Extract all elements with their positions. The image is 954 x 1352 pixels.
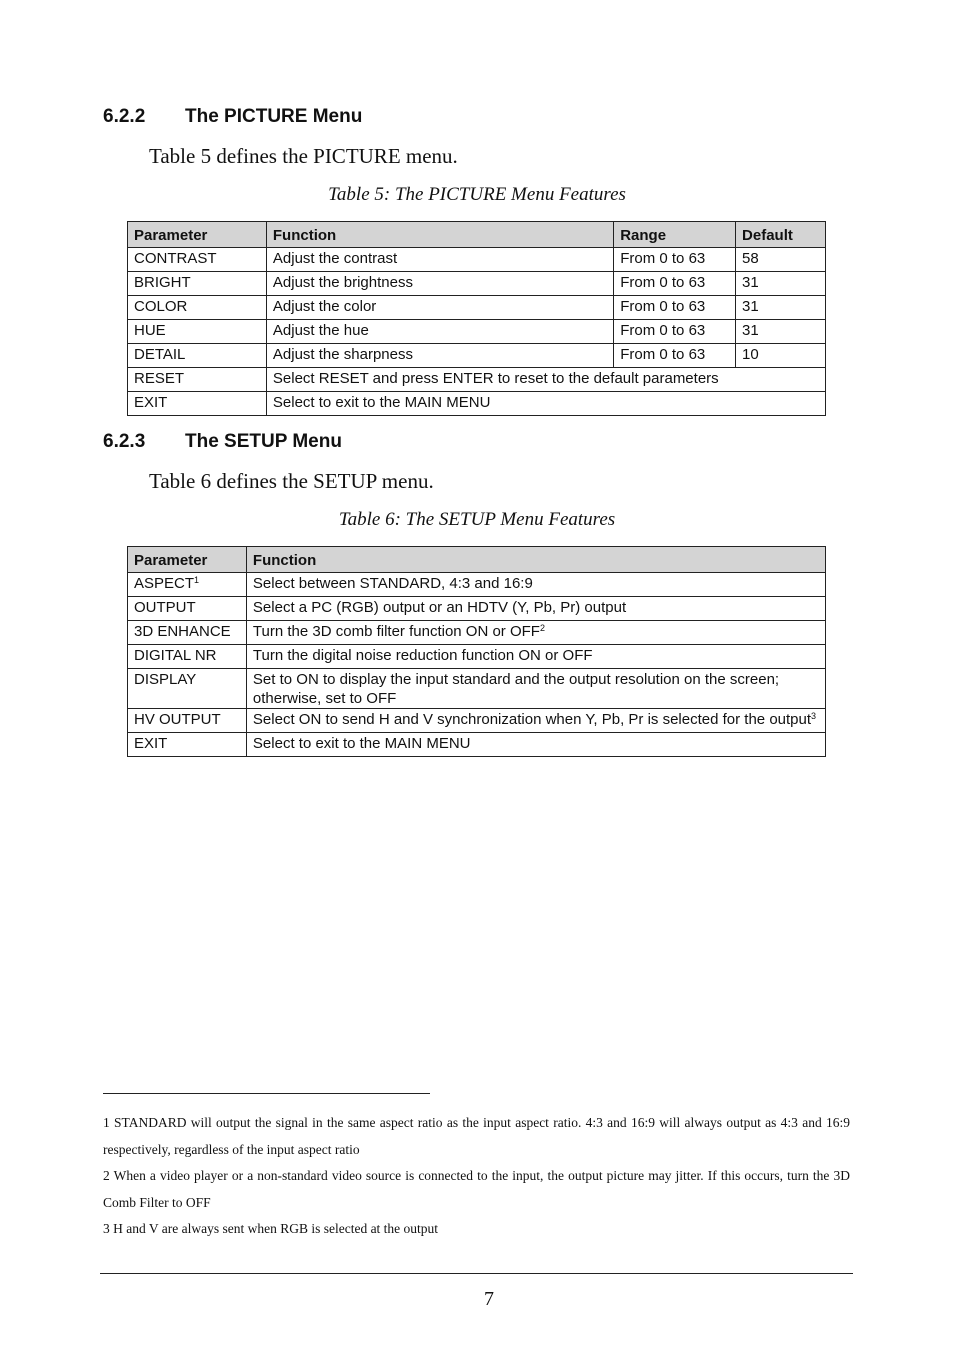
footnotes: [103, 1110, 850, 1243]
table-row: [128, 392, 826, 416]
section-number: 6.2.3: [103, 431, 146, 452]
param-cell: [128, 709, 247, 733]
default-cell: 31: [736, 296, 826, 320]
range-cell: From 0 to 63: [614, 248, 736, 272]
table-header-row: [128, 547, 826, 573]
function-text: Select to exit to the MAIN MENU: [252, 735, 471, 752]
header-cell: Parameter: [128, 547, 247, 573]
function-cell: Select RESET and press ENTER to reset to the default parameters: [266, 368, 825, 392]
table-row: [128, 709, 826, 733]
table-row: [128, 573, 826, 597]
table-row: [128, 733, 826, 757]
param-cell: RESET: [128, 368, 267, 392]
range-cell: From 0 to 63: [614, 320, 736, 344]
function-cell: Adjust the contrast: [266, 248, 613, 272]
param-cell: HUE: [128, 320, 267, 344]
picture-menu-table: [127, 221, 826, 416]
footnote: 1 STANDARD will output the signal in the same aspect ratio as the input aspect ratio. 4:3 and 16:9 will always output as 4:3 and 16:9 respectively, regardless of the input aspect ratio: [103, 1115, 850, 1157]
table-caption-setup: Table 6: The SETUP Menu Features: [338, 509, 616, 530]
param-cell: EXIT: [128, 392, 267, 416]
footnote: 2 When a video player or a non-standard video source is connected to the input, the output picture may jitter. If this occurs, turn the 3D Comb Filter to OFF: [103, 1168, 850, 1210]
param-cell: [128, 645, 247, 669]
table-row: [128, 368, 826, 392]
function-cell: Adjust the color: [266, 296, 613, 320]
default-cell: 31: [736, 320, 826, 344]
function-cell: Select to exit to the MAIN MENU: [266, 392, 825, 416]
function-cell: [246, 645, 825, 669]
table-row: [128, 296, 826, 320]
function-cell: [246, 621, 825, 645]
header-cell: Function: [266, 222, 613, 248]
function-cell: [246, 573, 825, 597]
footnote-ref[interactable]: 2: [539, 623, 545, 633]
default-cell: 10: [736, 344, 826, 368]
function-text: Turn the 3D comb filter function ON or OFF: [252, 623, 540, 640]
footnote-separator: [103, 1093, 430, 1094]
function-cell: [246, 709, 825, 733]
param-cell: [128, 573, 247, 597]
function-cell: Adjust the hue: [266, 320, 613, 344]
param-text: ASPECT: [134, 575, 195, 592]
param-cell: CONTRAST: [128, 248, 267, 272]
section-heading-picture: [103, 106, 362, 128]
section-number: 6.2.2: [103, 106, 146, 127]
param-text: 3D ENHANCE: [134, 623, 231, 640]
param-text: EXIT: [134, 735, 168, 752]
function-cell: Adjust the brightness: [266, 272, 613, 296]
function-text: Select a PC (RGB) output or an HDTV (Y, Pb, Pr) output: [252, 599, 627, 616]
param-cell: DETAIL: [128, 344, 267, 368]
function-cell: [246, 733, 825, 757]
header-cell: Parameter: [128, 222, 267, 248]
table-row: [128, 597, 826, 621]
function-cell: [246, 597, 825, 621]
param-cell: [128, 621, 247, 645]
table-row: [128, 272, 826, 296]
param-text: OUTPUT: [134, 599, 196, 616]
table-caption-picture: Table 5: The PICTURE Menu Features: [328, 184, 626, 205]
table-row: [128, 248, 826, 272]
footnote: 3 H and V are always sent when RGB is selected at the output: [103, 1221, 439, 1236]
footer-rule: [100, 1273, 853, 1274]
param-cell: COLOR: [128, 296, 267, 320]
table-row: [128, 320, 826, 344]
param-cell: [128, 733, 247, 757]
function-cell: Adjust the sharpness: [266, 344, 613, 368]
function-text: Turn the digital noise reduction function ON or OFF: [252, 647, 593, 664]
range-cell: From 0 to 63: [614, 272, 736, 296]
section-title: The SETUP Menu: [185, 431, 342, 452]
footnote-ref[interactable]: 1: [194, 575, 200, 585]
table-row: [128, 645, 826, 669]
header-cell: Default: [736, 222, 826, 248]
param-cell: [128, 669, 247, 709]
param-cell: [128, 597, 247, 621]
default-cell: 31: [736, 272, 826, 296]
default-cell: 58: [736, 248, 826, 272]
table-row: [128, 621, 826, 645]
table-row: [128, 344, 826, 368]
section-title: The PICTURE Menu: [185, 106, 363, 127]
section-heading-setup: [103, 431, 342, 453]
function-cell: [246, 669, 825, 709]
header-cell: Range: [614, 222, 736, 248]
function-text: Set to ON to display the input standard and the output resolution on the screen; otherwise, set to OFF: [252, 671, 780, 707]
setup-menu-table: [127, 546, 826, 757]
intro-text-setup: Table 6 defines the SETUP menu.: [149, 469, 434, 493]
range-cell: From 0 to 63: [614, 344, 736, 368]
footnote-ref[interactable]: 3: [811, 711, 817, 721]
param-text: HV OUTPUT: [134, 711, 221, 728]
page-number: 7: [484, 1288, 494, 1310]
range-cell: From 0 to 63: [614, 296, 736, 320]
function-text: Select between STANDARD, 4:3 and 16:9: [252, 575, 533, 592]
header-cell: Function: [246, 547, 825, 573]
param-text: DIGITAL NR: [134, 647, 217, 664]
table-row: [128, 669, 826, 709]
intro-text-picture: Table 5 defines the PICTURE menu.: [149, 144, 458, 168]
table-header-row: [128, 222, 826, 248]
param-text: DISPLAY: [134, 671, 197, 688]
param-cell: BRIGHT: [128, 272, 267, 296]
function-text: Select ON to send H and V synchronization when Y, Pb, Pr is selected for the output: [252, 711, 812, 728]
